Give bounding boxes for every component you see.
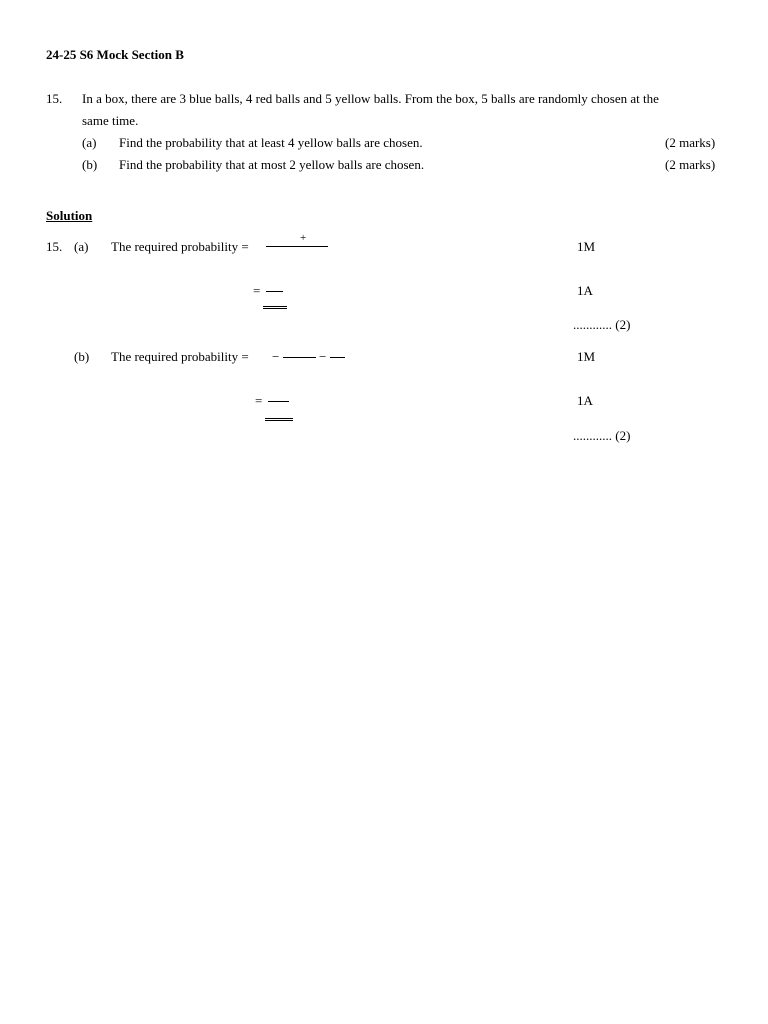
- solution-b-answer-underline: [265, 418, 293, 421]
- solution-a-equals: =: [253, 283, 261, 298]
- part-a-marks: (2 marks): [665, 135, 716, 150]
- question-stem-line1: In a box, there are 3 blue balls, 4 red balls and 5 yellow balls. From the box, 5 balls are randomly chosen at the: [82, 91, 659, 106]
- solution-b-fraction-bar-1: [283, 357, 316, 358]
- page-title: 24-25 S6 Mock Section B: [46, 47, 184, 62]
- part-b-marks: (2 marks): [665, 157, 716, 172]
- solution-a-plus-sign: +: [300, 232, 307, 244]
- solution-b-equals: =: [255, 393, 263, 408]
- solution-a-subtotal: ............ (2): [573, 317, 631, 332]
- solution-a-answer-underline: [263, 306, 287, 309]
- solution-b-mark-1m: 1M: [577, 349, 596, 364]
- solution-a-statement: The required probability =: [111, 239, 249, 254]
- solution-b-statement: The required probability =: [111, 349, 249, 364]
- solution-b-mark-1a: 1A: [577, 393, 593, 408]
- solution-b-minus-2: −: [319, 349, 327, 364]
- solution-heading: Solution: [46, 208, 93, 223]
- solution-a-mark-1m: 1M: [577, 239, 596, 254]
- solution-b-minus-1: −: [272, 349, 280, 364]
- solution-a-mark-1a: 1A: [577, 283, 593, 298]
- part-a-label: (a): [82, 135, 97, 150]
- solution-b-fraction-bar-2: [330, 357, 345, 358]
- solution-a-answer-fraction-bar: [266, 291, 283, 292]
- solution-number: 15.: [46, 239, 63, 254]
- solution-a-label: (a): [74, 239, 89, 254]
- part-a-text: Find the probability that at least 4 yellow balls are chosen.: [119, 135, 423, 150]
- question-stem-line2: same time.: [82, 113, 139, 128]
- solution-b-answer-fraction-bar: [268, 401, 289, 402]
- part-b-label: (b): [82, 157, 98, 172]
- solution-b-label: (b): [74, 349, 90, 364]
- part-b-text: Find the probability that at most 2 yellow balls are chosen.: [119, 157, 425, 172]
- solution-a-fraction-bar: [266, 246, 328, 247]
- question-number: 15.: [46, 91, 63, 106]
- solution-b-subtotal: ............ (2): [573, 428, 631, 443]
